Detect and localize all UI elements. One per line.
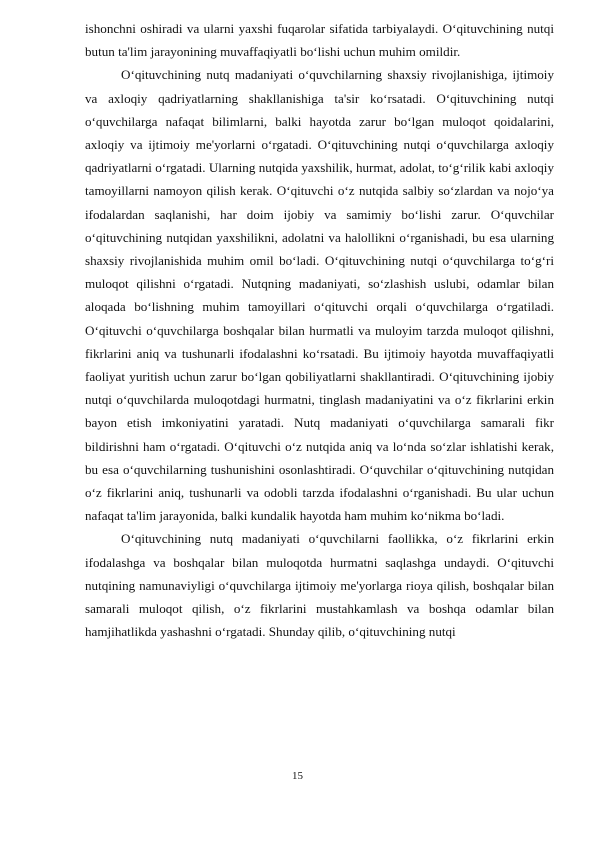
paragraph-2: O‘qituvchining nutq madaniyati o‘quvchilarning shaxsiy rivojlanishiga, ijtimoiy va axloqiy qadriyatlarning shakllanishiga ta'sir ko‘rsatadi. O‘qituvchining nutqi o‘quvchilarga nafaqat bilimlarni, balki hayotda zarur bo‘lgan muloqot qoidalarini, axloqiy va ijtimoiy me'yorlarni o‘rgatadi. O‘qituvchining nutqi o‘quvchilarga axloqiy qadriyatlarni o‘rgatadi. Ularning nutqida yaxshilik, hurmat, adolat, to‘g‘rilik kabi axloqiy tamoyillarni namoyon qilish kerak. O‘qituvchi o‘z nutqida salbiy so‘zlardan va nojo‘ya ifodalardan saqlanishi, har doim ijobiy va samimiy bo‘lishi zarur. O‘quvchilar o‘qituvchining nutqidan yaxshilikni, adolatni va halollikni o‘rganishadi, bu esa ularning shaxsiy rivojlanishida muhim omil bo‘ladi. O‘qituvchining nutqi o‘quvchilarga to‘g‘ri muloqot qilishni o‘rgatadi. Nutqning madaniyati, so‘zlashish uslubi, odamlar bilan aloqada bo‘lishning muhim tamoyillari o‘qituvchi orqali o‘quvchilarga o‘rgatiladi. O‘qituvchi o‘quvchilarga boshqalar bilan hurmatli va muloyim tarzda muloqot qilishni, fikrlarini aniq va tushunarli ifodalashni ko‘rsatadi. Bu ijtimoiy hayotda muvaffaqiyatli faoliyat yuritish uchun zarur bo‘lgan qobiliyatlarni shakllantiradi. O‘qituvchining ijobiy nutqi o‘quvchilarda muloqotdagi hurmatni, tinglash madaniyatini va o‘z fikrlarini erkin bayon etish imkoniyatini yaratadi. Nutq madaniyati o‘quvchilarga samarali fikr bildirishni ham o‘rgatadi. O‘qituvchi o‘z nutqida aniq va lo‘nda so‘zlar ishlatishi kerak, bu esa o‘quvchilarning tushunishini osonlashtiradi. O‘quvchilar o‘qituvchining nutqidan o‘z fikrlarini aniq, tushunarli va odobli tarzda ifodalashni o‘rganishadi. Bu ular uchun nafaqat ta'lim jarayonida, balki kundalik hayotda ham muhim ko‘nikma bo‘ladi. [85,67,554,524]
page-number: 15 [292,770,303,782]
body-text [85,17,554,643]
paragraph-1: ishonchni oshiradi va ularni yaxshi fuqarolar sifatida tarbiyalaydi. O‘qituvchining nutqi butun ta'lim jarayonining muvaffaqiyatli bo‘lishi uchun muhim omildir. [85,21,554,60]
paragraph-3: O‘qituvchining nutq madaniyati o‘quvchilarni faollikka, o‘z fikrlarini erkin ifodalashga va boshqalar bilan muloqotda hurmatni saqlashga undaydi. O‘qituvchi nutqining namunaviyligi o‘quvchilarga ijtimoiy me'yorlarga rioya qilish, boshqalar bilan samarali muloqot qilish, o‘z fikrlarini mustahkamlash va boshqa odamlar bilan hamjihatlikda yashashni o‘rgatadi. Shunday qilib, o‘qituvchining nutqi [85,531,554,640]
